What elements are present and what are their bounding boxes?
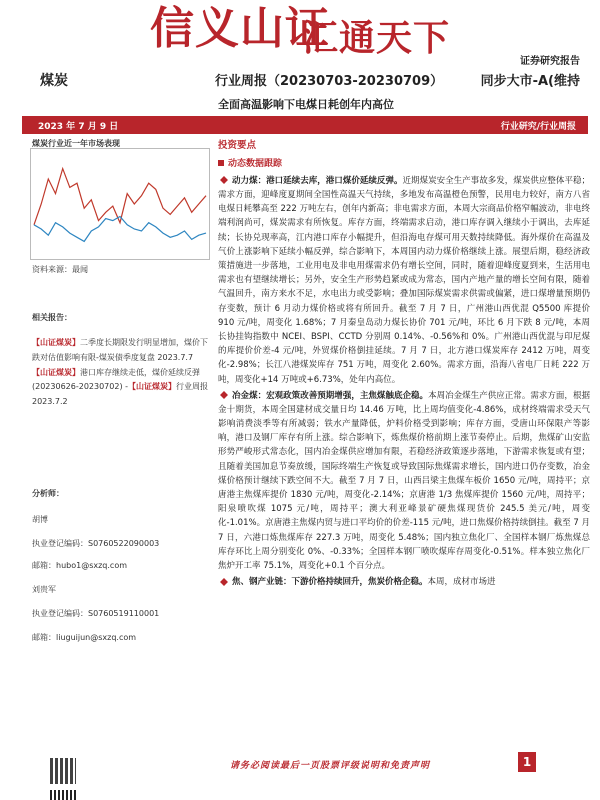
sector-title: 煤炭 [40,73,68,89]
chart-title: 煤炭行业近一年市场表现 [32,139,120,148]
main-content [218,136,590,591]
paragraph: 焦、钢产业链：下游价格持续回升，焦炭价格企稳。本周，成材市场进 [218,575,590,589]
page-number: 1 [518,752,536,772]
report-type: 证券研究报告 [520,56,580,67]
analyst-email[interactable]: 邮箱：liuguijun@sxzq.com [32,633,137,642]
footer-disclaimer: 请务必阅读最后一页股票评级说明和免责声明 [230,761,431,771]
report-date: 2023 年 7 月 9 日 [38,122,119,132]
analyst-name: 刘贵军 [32,585,56,594]
sidebar [22,136,214,776]
bullet-icon [218,160,224,166]
diamond-icon [220,176,228,184]
analyst-cert: 执业登记编码：S0760522090003 [32,539,160,548]
performance-chart [30,148,210,260]
diamond-icon [220,391,228,399]
brand-logo: 信义山证 汇通天下 [150,3,451,59]
related-reports: 【山证煤炭】二季度长期限发行明显增加，煤价下跌对估值影响有限-煤炭债季度复盘 2023.7.7 【山证煤炭】港口库存继续走低，煤价延续反弹 (20230626-20230702) -【山证煤炭】行业周报 2023.7.2 [32,338,208,407]
qr-code-icon [50,790,76,800]
analysts-heading: 分析师： [32,489,64,498]
chart-frame [31,149,210,260]
analyst-name: 胡博 [32,515,48,524]
analyst-cert: 执业登记编码：S0760519110001 [32,609,160,618]
analyst-email[interactable]: 邮箱：hubo1@sxzq.com [32,561,128,570]
report-subtitle: 全面高温影响下电煤日耗创年内高位 [218,98,394,111]
chart-source: 资料来源：最闻 [32,265,88,274]
paragraph: 冶金煤：宏观政策改善预期增强，主焦煤触底企稳。本周冶金煤生产供应正常。需求方面，根据金十期货，本周全国建材成交量日均 14.46 万吨，比上周均值变化-4.86%，成材终端需求受天气影响消费淡季等有所减弱；铁水产量降低，炉料价格受到影响；库存方面，受唐山环保限产等影响，港口及钢厂库存有所上涨。综合影响下，炼焦煤价格前期上涨节奏停止。后期，焦煤矿山安监形势严峻形式常态化，国内冶金煤供应增加有限，若稳经济政策逐步落地，下游需求恢复或有望；且随着美国加息节奏放缓，国际终端生产恢复或导致国际焦煤需求增长，国内进口仍存变数，冶金煤价格预计继续下跌空间不大。截至 7 月 7 日，山西吕梁主焦煤车板价 1650 元/吨，周持平；京唐港主焦煤库提价 1830 元/吨，周变化-2.14%；京唐港 1/3 焦煤库提价 1560 元/吨，周持平；阳泉喷吹煤 1075 元/吨，周持平；澳大利亚峰景矿硬焦煤现货价 245.5 美元/吨，周变化-1.01%。京唐港主焦煤内贸与进口平均价的价差-115 元/吨，进口焦煤价格持续倒挂。截至 7 月 7 日，六港口炼焦煤库存 227.3 万吨，周变化 5.48%；国内独立焦化厂、全国样本钢厂炼焦煤总库存环比上周分别变化 0%、-0.33%；全国样本钢厂喷吹煤库存周变化-0.51%。样本独立焦化厂焦炉开工率 75.1%，周变化+0.1 个百分点。 [218,390,590,571]
report-category: 行业研究/行业周报 [500,122,576,132]
rating: 同步大市-A(维持 [480,74,580,89]
date-bar [22,116,588,134]
report-headline: 行业周报（20230703-20230709） [215,74,444,89]
related-reports-heading: 相关报告： [32,313,72,322]
related-report-link[interactable]: 二季度长期限发行明显增加，煤价下跌对估值影响有限-煤炭债季度复盘 2023.7.7 [32,338,208,362]
investment-title: 投资要点 [218,140,257,151]
diamond-icon [220,578,228,586]
related-report-link[interactable]: 行业周报 2023.7.2 [32,382,208,407]
qr-code-icon [50,758,76,784]
related-report-link[interactable]: 港口库存继续走低，煤价延续反弹 (20230626-20230702) - [32,367,200,392]
paragraph: 动力煤：港口延续去库，港口煤价延续反弹。近期煤炭安全生产事故多发，煤炭供应整体平稳；需求方面，迎峰度夏期间全国性高温天气持续，多地发布高温橙色预警，民用电力较好，南方八省电煤日耗攀高至 222 万吨左右，创年内新高；非电需求方面，本周大宗商品价格窄幅波动，非电终端利润尚可，煤炭需求有所恢复。库存方面，终端需求启动，港口库存调入继续小于调出，去库延续；长协兑现率高，江内港口库存小幅提升，但沿海电存煤可用天数持续降低。海外煤价在高温及气价上涨影响下延续小幅反弹，综合影响下，本周国内动力煤价格继续上涨。展望后期，稳经济政策措施进一步落地，工业用电及非电用煤需求仍有增长空间，同时，随着迎峰度夏到来，生活用电需求也有望继续增长；另外，安全生产形势趋紧或成为常态，国内产地产量的增长空间有限，随着气温回升，南方来水不足，水电出力或受影响；叠加国际煤炭需求供需或偏紧，进口煤增量预期仍存变数，预计 6 月动力煤价格或将有所回升。截至 7 月 7 日，广州港山西优混 Q5500 库提价 910 元/吨，周变化 1.68%；7 月秦皇岛动力煤长协价 701 元/吨，环比 6 月下跌 8 元/吨，本周长协挂钩指数中 NCEI、BSPI、CCTD 分别周 0.14%、-0.56%和 0%。广州港山西优混与印尼煤的库提价价差-4 元/吨，外贸煤价格倒挂延续。7 月 7 日，北方港口煤炭库存 2412 万吨，周变化-2.98%；长江八港煤炭库存 751 万吨，周变化 2.60%。需求方面，沿海八省电厂日耗 222 万吨，周变化+14 万吨或+6.73%，处年内高位。 [218,175,590,385]
dynamic-title: 动态数据跟踪 [218,157,590,172]
